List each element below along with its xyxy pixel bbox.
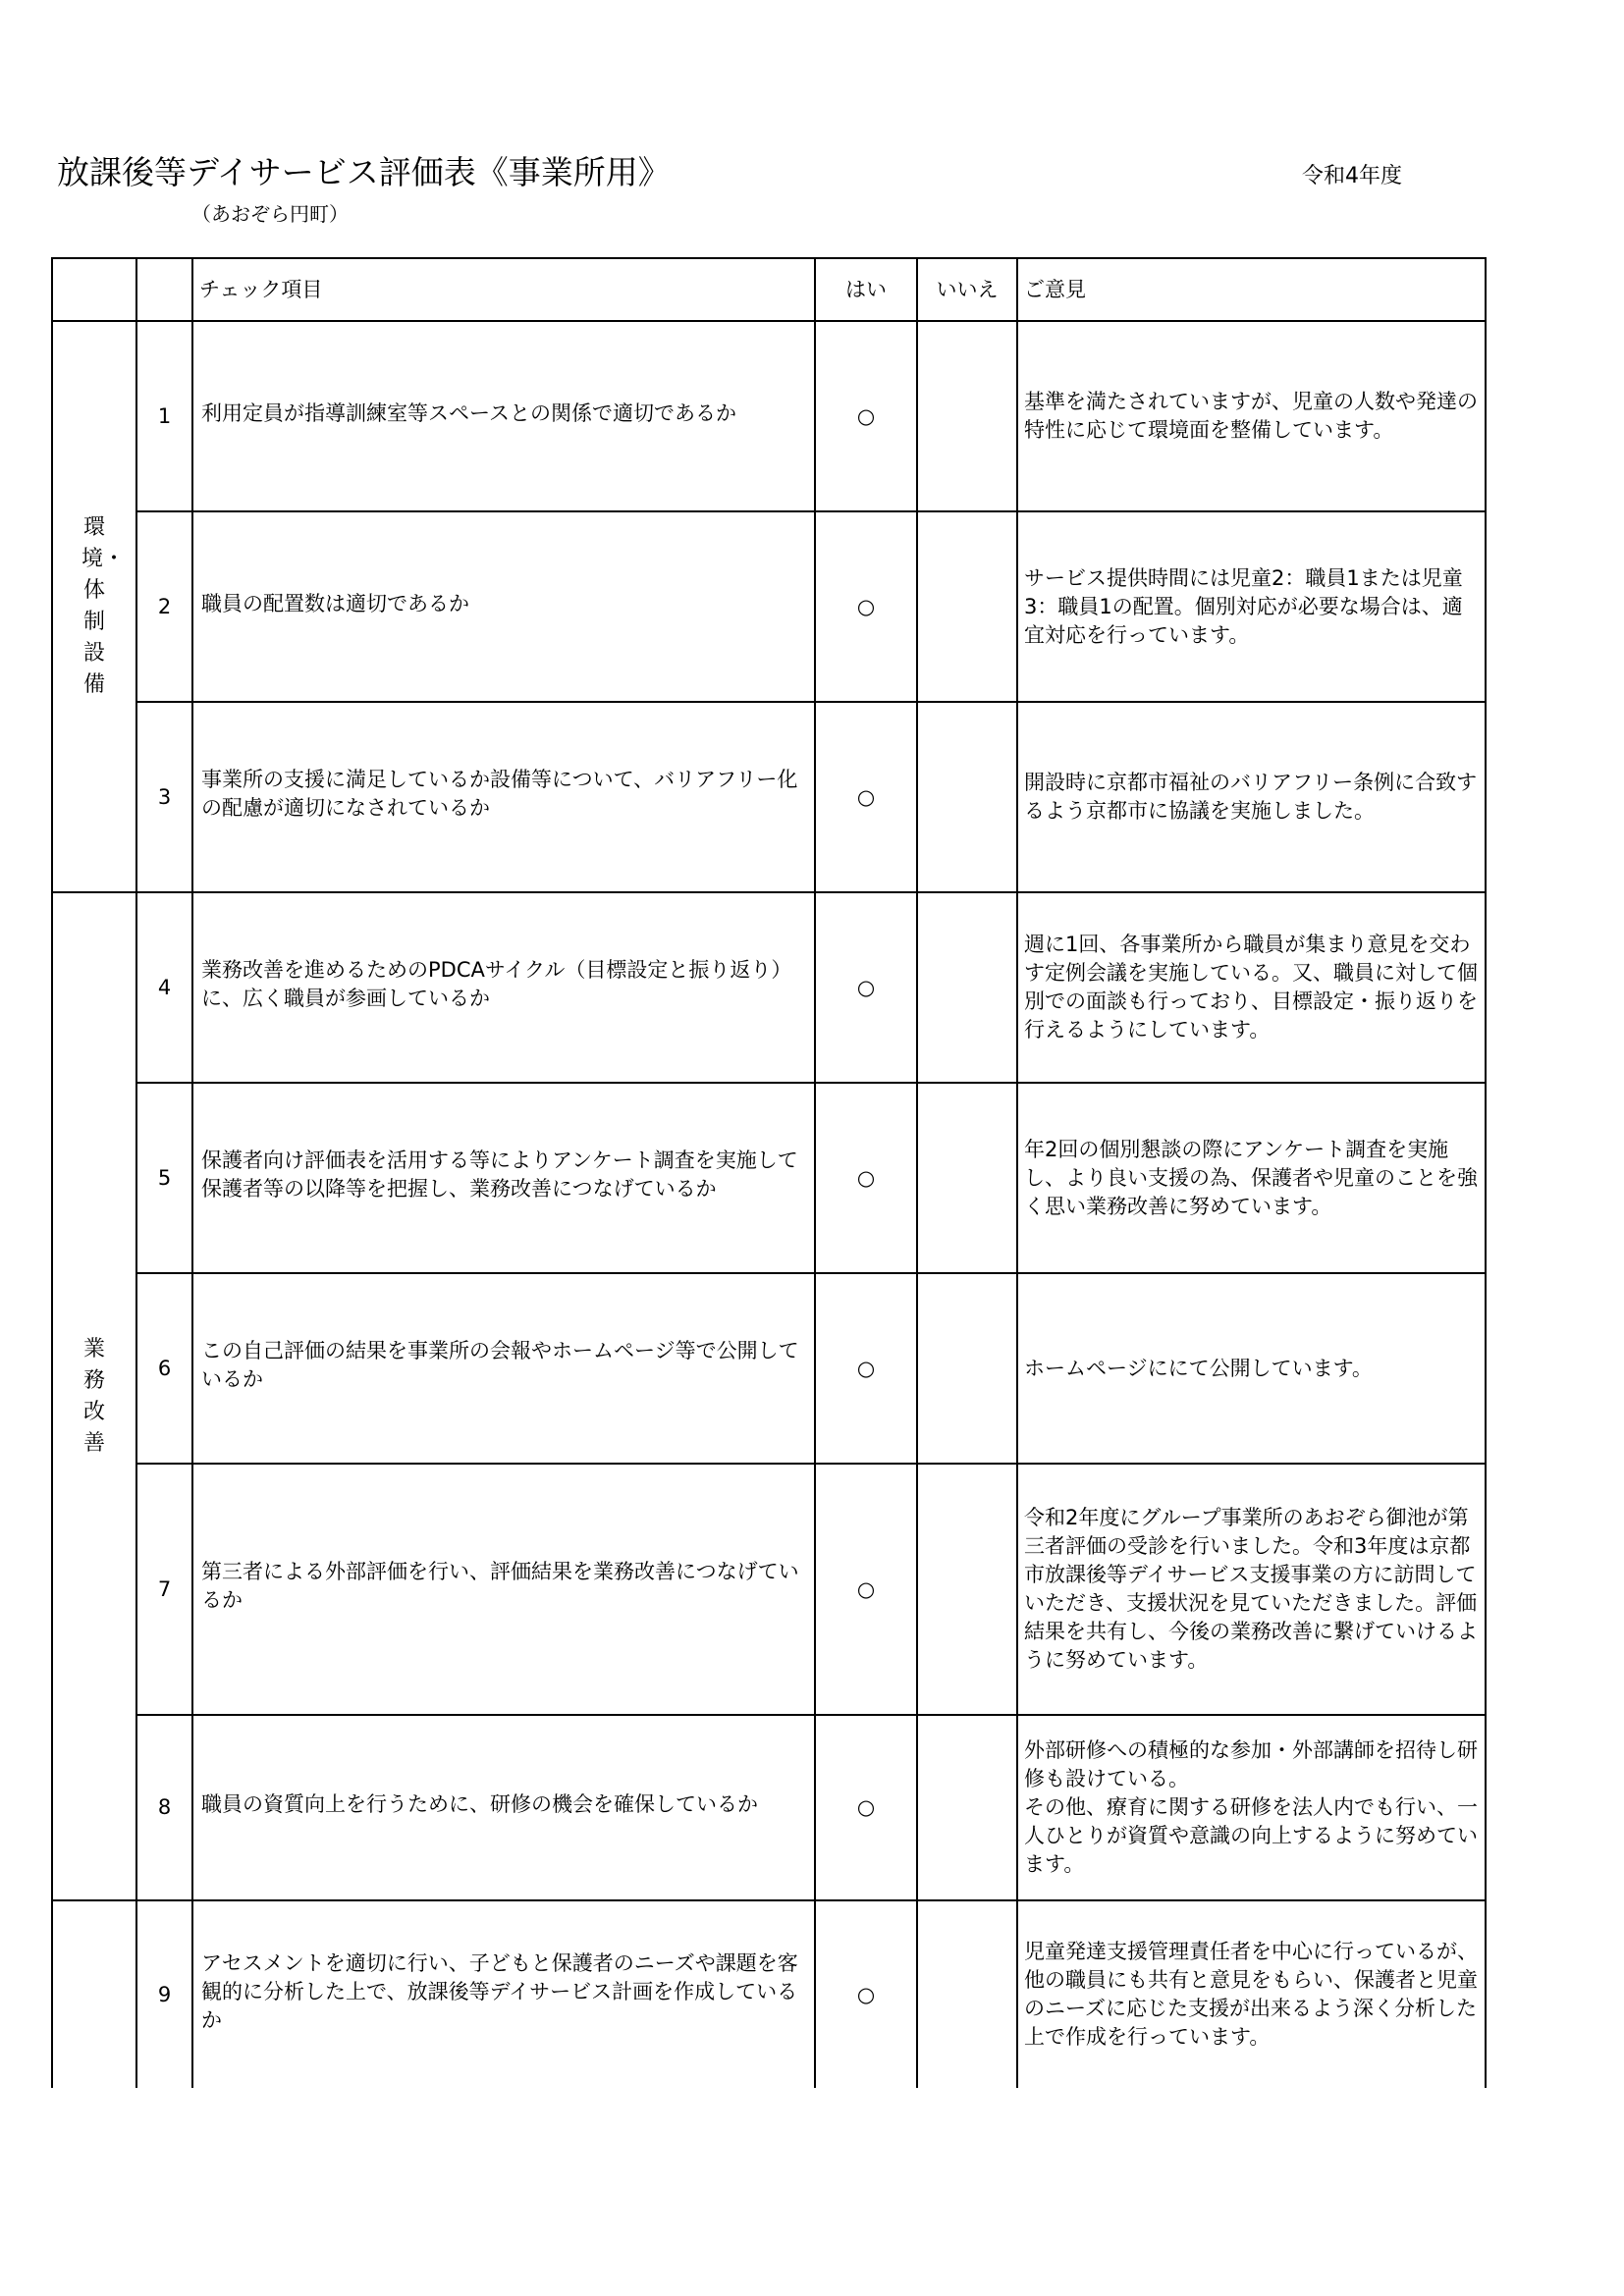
check-item-text: 職員の配置数は適切であるか (201, 591, 469, 615)
check-item-cell (192, 511, 815, 702)
comment-text: 児童発達支援管理責任者を中心に行っているが、他の職員にも共有と意見をもらい、保護者と児童のニーズに応じた支援が出来るよう深く分析した上で作成を行っています。 (1017, 1900, 1486, 2088)
table-row (52, 702, 1486, 892)
yes-mark: ○ (815, 892, 917, 1083)
check-item-cell (192, 1715, 815, 1900)
check-item-cell (192, 1083, 815, 1273)
table-row (52, 321, 1486, 511)
no-mark (917, 511, 1017, 702)
row-number: 7 (136, 1464, 192, 1715)
check-item-cell (192, 892, 815, 1083)
row-number: 1 (136, 321, 192, 511)
check-item-text: 事業所の支援に満足しているか設備等について、バリアフリー化の配慮が適切になされているか (201, 768, 798, 820)
check-item-cell (192, 1464, 815, 1715)
no-mark (917, 1273, 1017, 1464)
no-mark (917, 1083, 1017, 1273)
comment-text: 令和2年度にグループ事業所のあおぞら御池が第三者評価の受診を行いました。令和3年度は京都市放課後等デイサービス支援事業の方に訪問していただき、支援状況を見ていただきました。評価結果を共有し、今後の業務改善に繋げていけるように努めています。 (1017, 1464, 1486, 1715)
yes-mark: ○ (815, 1715, 917, 1900)
category-label: 業務改善 (82, 1336, 105, 1456)
category-label: 環境・体制設備 (81, 515, 126, 697)
comment-text: 基準を満たされていますが、児童の人数や発達の特性に応じて環境面を整備しています。 (1017, 321, 1486, 511)
location-label: （あおぞら円町） (191, 202, 349, 226)
comment-text: 開設時に京都市福祉のバリアフリー条例に合致するよう京都市に協議を実施しました。 (1017, 702, 1486, 892)
check-item-text: アセスメントを適切に行い、子どもと保護者のニーズや課題を客観的に分析した上で、放課後等デイサービス計画を作成しているか (201, 1950, 798, 2032)
check-item-cell (192, 321, 815, 511)
category-cell (52, 1900, 136, 2088)
row-number: 4 (136, 892, 192, 1083)
yes-mark: ○ (815, 1273, 917, 1464)
row-number: 3 (136, 702, 192, 892)
header-category-cell (52, 258, 136, 321)
comment-text: ホームページににて公開しています。 (1017, 1273, 1486, 1464)
header-check-item: チェック項目 (192, 258, 815, 321)
document-title: 放課後等デイサービス評価表《事業所用》 (57, 153, 671, 191)
check-item-cell (192, 702, 815, 892)
yes-mark: ○ (815, 321, 917, 511)
no-mark (917, 1464, 1017, 1715)
table-row (52, 1273, 1486, 1464)
no-mark (917, 1900, 1017, 2088)
no-mark (917, 321, 1017, 511)
check-item-cell (192, 1273, 815, 1464)
row-number: 9 (136, 1900, 192, 2088)
yes-mark: ○ (815, 511, 917, 702)
header-number-cell (136, 258, 192, 321)
fiscal-year: 令和4年度 (1302, 164, 1402, 188)
table-row (52, 1464, 1486, 1715)
comment-text: 週に1回、各事業所から職員が集まり意見を交わす定例会議を実施している。又、職員に対して個別での面談も行っており、目標設定・振り返りを行えるようにしています。 (1017, 892, 1486, 1083)
yes-mark: ○ (815, 1464, 917, 1715)
no-mark (917, 1715, 1017, 1900)
comment-text: 外部研修への積極的な参加・外部講師を招待し研修も設けている。 その他、療育に関する研修を法人内でも行い、一人ひとりが資質や意識の向上するように努めています。 (1017, 1715, 1486, 1900)
category-cell (52, 321, 136, 892)
check-item-text: 業務改善を進めるためのPDCAサイクル（目標設定と振り返り）に、広く職員が参画しているか (201, 958, 792, 1010)
row-number: 8 (136, 1715, 192, 1900)
evaluation-table (51, 257, 1487, 2088)
table-row (52, 1900, 1486, 2088)
check-item-cell (192, 1900, 815, 2088)
check-item-text: 第三者による外部評価を行い、評価結果を業務改善につなげているか (201, 1560, 799, 1612)
check-item-text: 職員の資質向上を行うために、研修の機会を確保しているか (201, 1792, 758, 1816)
header-yes: はい (815, 258, 917, 321)
no-mark (917, 892, 1017, 1083)
category-cell (52, 892, 136, 1900)
check-item-text: 利用定員が指導訓練室等スペースとの関係で適切であるか (201, 400, 736, 425)
yes-mark: ○ (815, 1083, 917, 1273)
check-item-text: この自己評価の結果を事業所の会報やホームページ等で公開しているか (201, 1339, 799, 1391)
row-number: 2 (136, 511, 192, 702)
table-row (52, 1083, 1486, 1273)
header-no: いいえ (917, 258, 1017, 321)
header-comment: ご意見 (1017, 258, 1486, 321)
comment-text: サービス提供時間には児童2：職員1または児童3：職員1の配置。個別対応が必要な場合は、適宜対応を行っています。 (1017, 511, 1486, 702)
no-mark (917, 702, 1017, 892)
row-number: 5 (136, 1083, 192, 1273)
table-row (52, 1715, 1486, 1900)
table-header-row (52, 258, 1486, 321)
check-item-text: 保護者向け評価表を活用する等によりアンケート調査を実施して保護者等の以降等を把握し、業務改善につなげているか (201, 1148, 798, 1201)
yes-mark: ○ (815, 1900, 917, 2088)
yes-mark: ○ (815, 702, 917, 892)
comment-text: 年2回の個別懇談の際にアンケート調査を実施し、より良い支援の為、保護者や児童のことを強く思い業務改善に努めています。 (1017, 1083, 1486, 1273)
row-number: 6 (136, 1273, 192, 1464)
table-row (52, 511, 1486, 702)
table-row (52, 892, 1486, 1083)
